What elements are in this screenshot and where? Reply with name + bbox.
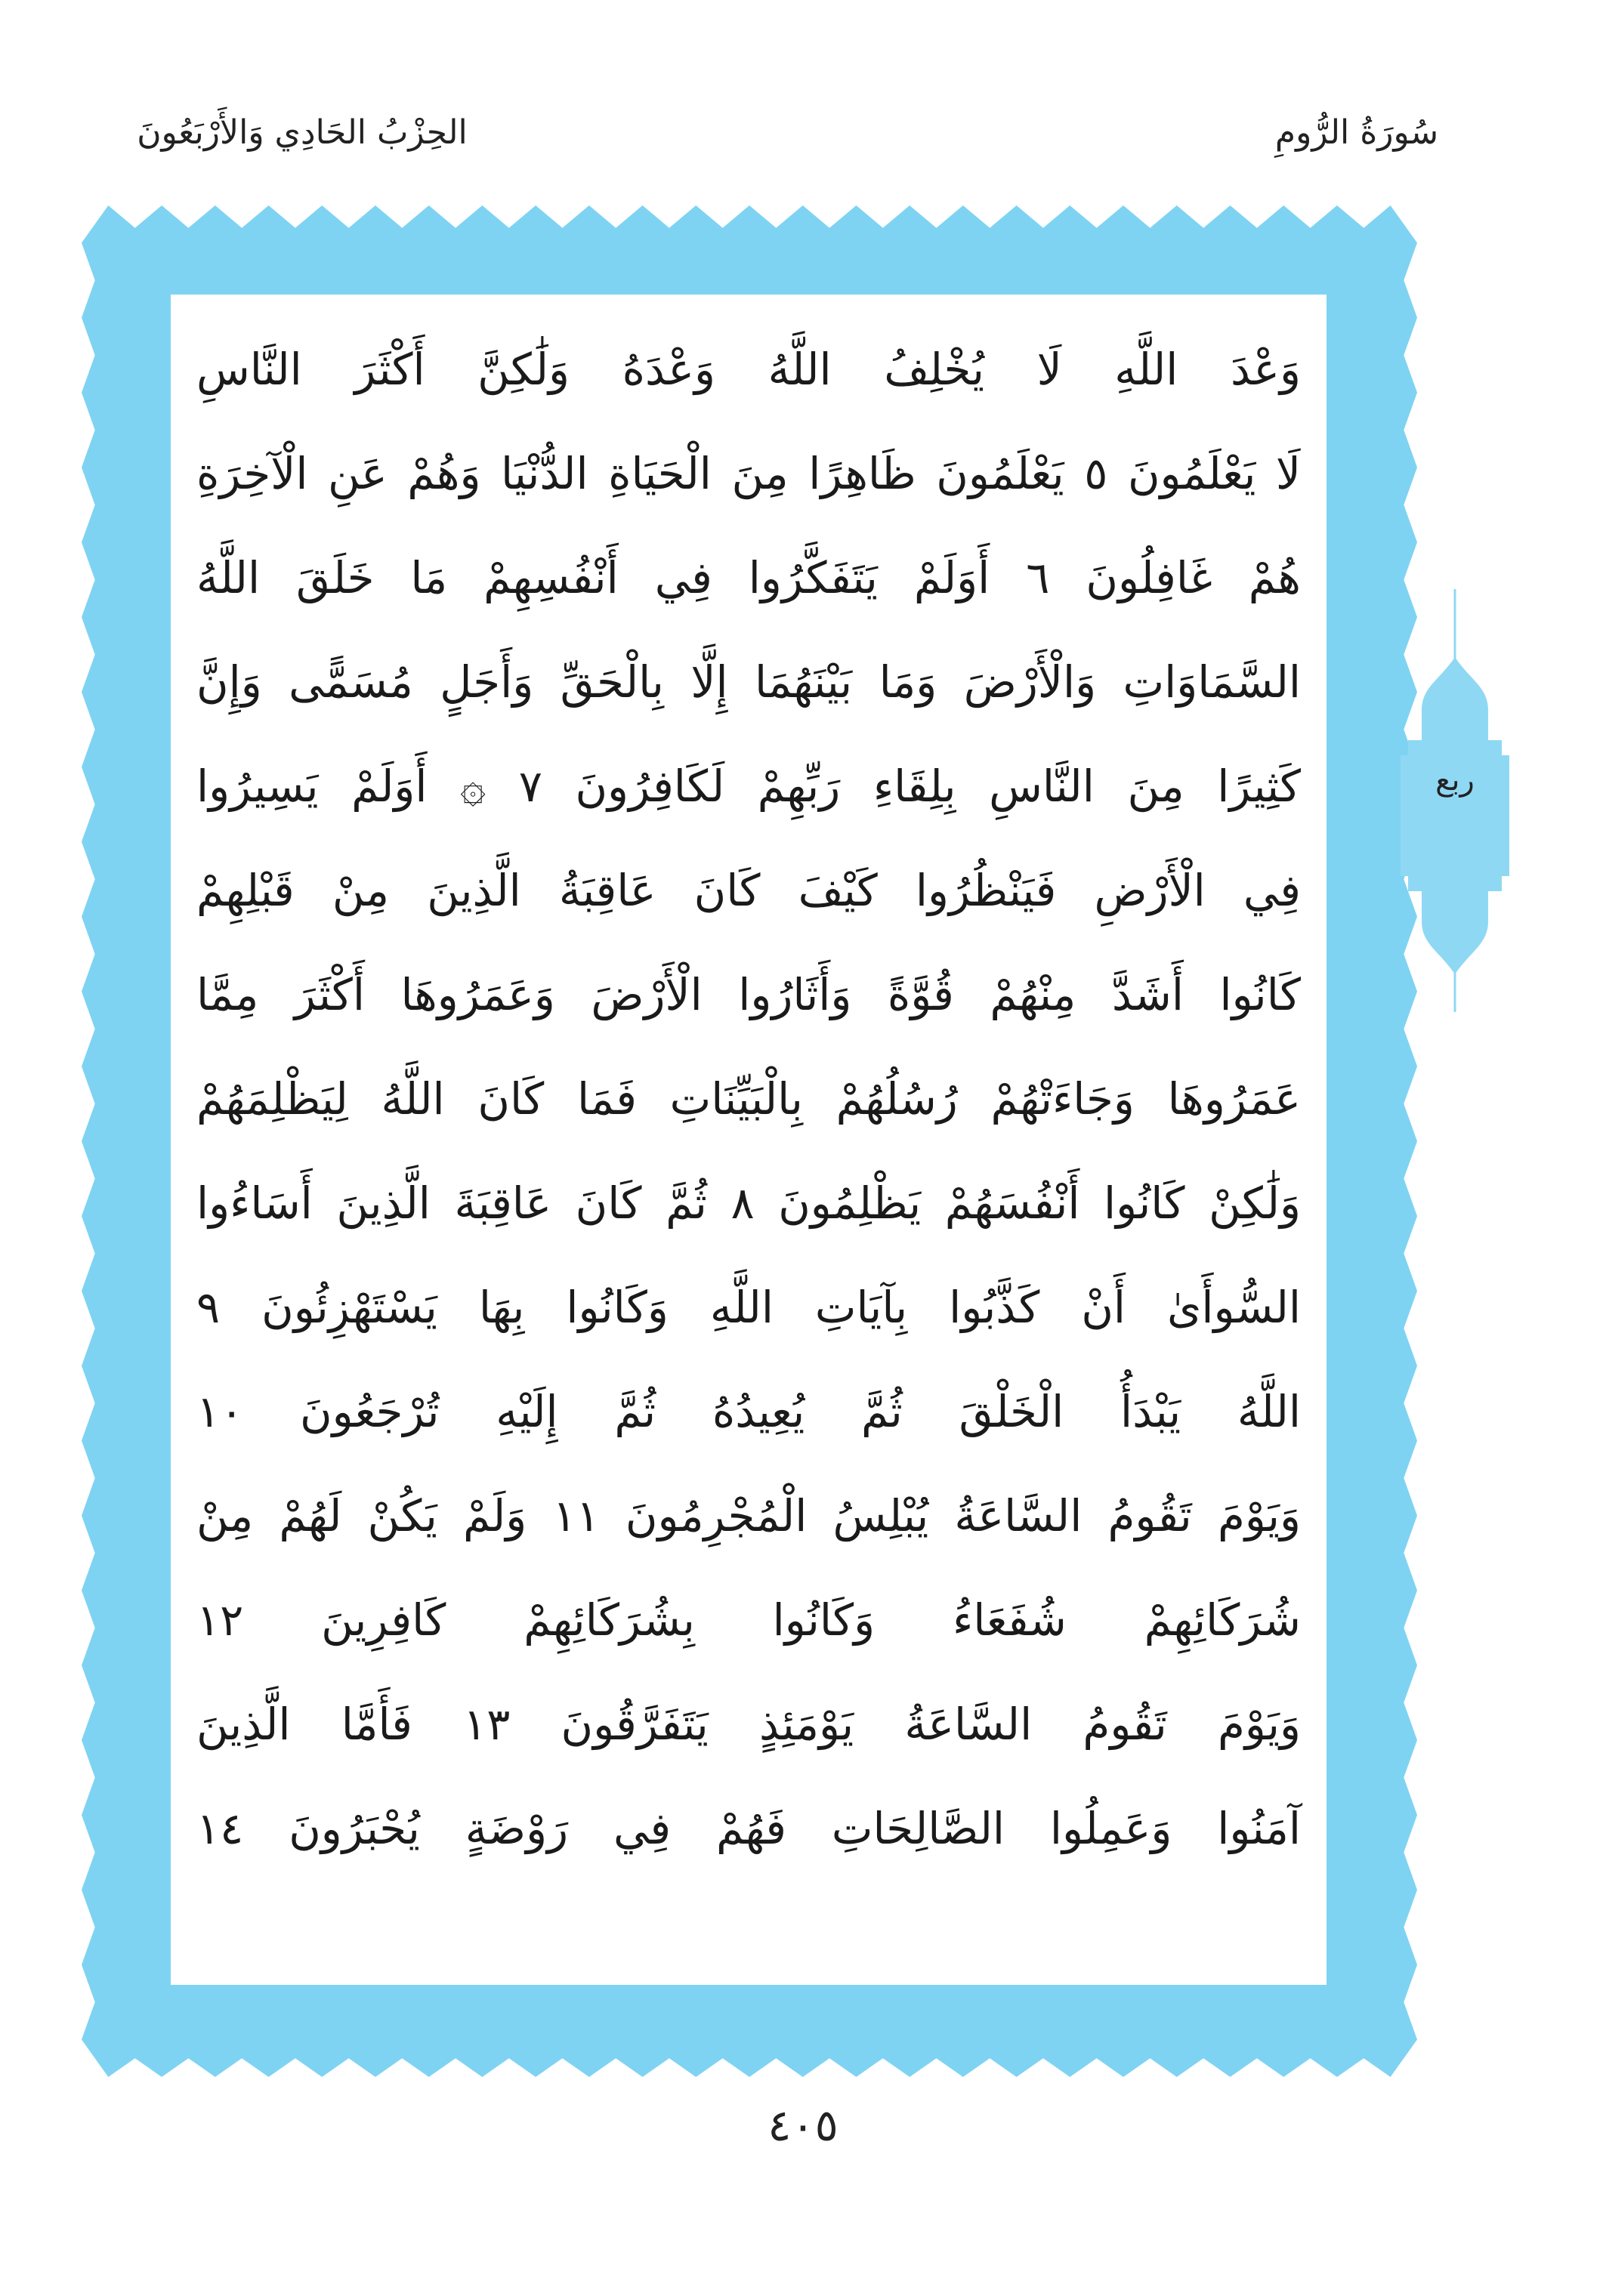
verse-line: اللَّهُ يَبْدَأُ الْخَلْقَ ثُمَّ يُعِيدُهُ ثُمَّ إِلَيْهِ تُرْجَعُونَ ١٠ bbox=[196, 1386, 1301, 1437]
rub-marker-icon bbox=[1396, 589, 1514, 1012]
verse-line: السُّوأَىٰ أَنْ كَذَّبُوا بِآيَاتِ اللَّهِ وَكَانُوا بِهَا يَسْتَهْزِئُونَ ٩ bbox=[196, 1282, 1301, 1333]
rub-label: ربع bbox=[1435, 763, 1475, 798]
verse-line: شُرَكَائِهِمْ شُفَعَاءُ وَكَانُوا بِشُرَكَائِهِمْ كَافِرِينَ ١٢ bbox=[196, 1594, 1301, 1646]
verse-line: كَثِيرًا مِنَ النَّاسِ بِلِقَاءِ رَبِّهِمْ لَكَافِرُونَ ٧ ۞ أَوَلَمْ يَسِيرُوا bbox=[196, 761, 1301, 812]
verse-line: وَعْدَ اللَّهِ لَا يُخْلِفُ اللَّهُ وَعْدَهُ وَلَٰكِنَّ أَكْثَرَ النَّاسِ bbox=[196, 344, 1301, 395]
verse-line: هُمْ غَافِلُونَ ٦ أَوَلَمْ يَتَفَكَّرُوا فِي أَنْفُسِهِمْ مَا خَلَقَ اللَّهُ bbox=[196, 552, 1301, 603]
verse-line: وَيَوْمَ تَقُومُ السَّاعَةُ يُبْلِسُ الْمُجْرِمُونَ ١١ وَلَمْ يَكُنْ لَهُمْ مِنْ bbox=[196, 1490, 1301, 1541]
verse-line: لَا يَعْلَمُونَ ٥ يَعْلَمُونَ ظَاهِرًا مِنَ الْحَيَاةِ الدُّنْيَا وَهُمْ عَنِ الْآخِرَةِ bbox=[196, 448, 1301, 499]
page-number: ٤٠٥ bbox=[767, 2100, 839, 2151]
hizb-title: الحِزْبُ الحَادِي وَالأَرْبَعُونَ bbox=[137, 113, 468, 152]
verse-line: فِي الْأَرْضِ فَيَنْظُرُوا كَيْفَ كَانَ عَاقِبَةُ الَّذِينَ مِنْ قَبْلِهِمْ bbox=[196, 865, 1301, 916]
verse-block bbox=[196, 317, 1301, 1881]
verse-line: كَانُوا أَشَدَّ مِنْهُمْ قُوَّةً وَأَثَارُوا الْأَرْضَ وَعَمَرُوهَا أَكْثَرَ مِمَّا bbox=[196, 969, 1301, 1020]
verse-line: السَّمَاوَاتِ وَالْأَرْضَ وَمَا بَيْنَهُمَا إِلَّا بِالْحَقِّ وَأَجَلٍ مُسَمًّى وَإِنَّ bbox=[196, 656, 1301, 708]
verse-line: وَلَٰكِنْ كَانُوا أَنْفُسَهُمْ يَظْلِمُونَ ٨ ثُمَّ كَانَ عَاقِبَةَ الَّذِينَ أَسَاءُوا bbox=[196, 1177, 1301, 1229]
verse-line: آمَنُوا وَعَمِلُوا الصَّالِحَاتِ فَهُمْ فِي رَوْضَةٍ يُحْبَرُونَ ١٤ bbox=[196, 1803, 1301, 1854]
verse-line: عَمَرُوهَا وَجَاءَتْهُمْ رُسُلُهُمْ بِالْبَيِّنَاتِ فَمَا كَانَ اللَّهُ لِيَظْلِمَهُمْ bbox=[196, 1073, 1301, 1125]
surah-title: سُورَةُ الرُّومِ bbox=[1274, 113, 1439, 152]
verse-line: وَيَوْمَ تَقُومُ السَّاعَةُ يَوْمَئِذٍ يَتَفَرَّقُونَ ١٣ فَأَمَّا الَّذِينَ bbox=[196, 1699, 1301, 1750]
